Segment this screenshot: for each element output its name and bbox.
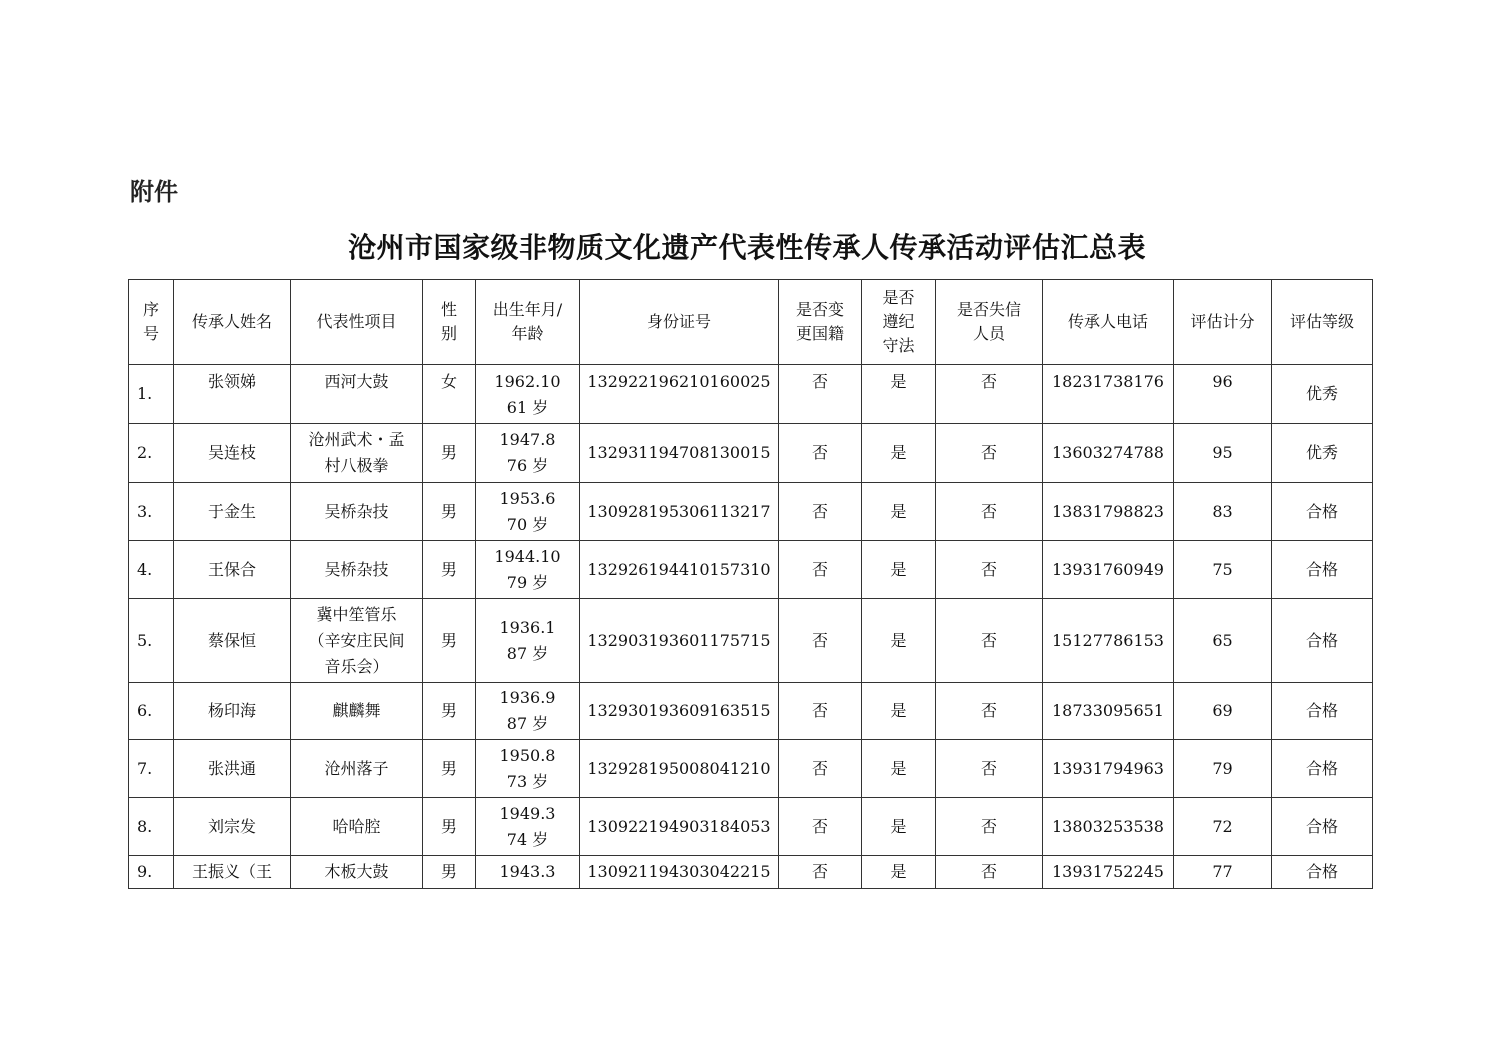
header-name: 传承人姓名 — [174, 280, 291, 365]
cell-phone: 13831798823 — [1043, 483, 1174, 541]
cell-name: 刘宗发 — [174, 798, 291, 856]
header-grade: 评估等级 — [1272, 280, 1373, 365]
header-gender: 性 别 — [423, 280, 476, 365]
cell-nationality: 否 — [779, 483, 862, 541]
cell-nationality: 否 — [779, 740, 862, 798]
cell-id-number: 132930193609163515 — [580, 683, 779, 740]
cell-phone: 13803253538 — [1043, 798, 1174, 856]
cell-grade: 合格 — [1272, 856, 1373, 889]
table-row — [129, 683, 1373, 740]
cell-seq: 5. — [129, 599, 174, 683]
cell-phone: 13931752245 — [1043, 856, 1174, 889]
cell-grade: 合格 — [1272, 541, 1373, 599]
cell-birth: 1936.1 87 岁 — [476, 599, 580, 683]
cell-law: 是 — [862, 424, 936, 483]
cell-birth: 1949.3 74 岁 — [476, 798, 580, 856]
cell-score: 72 — [1174, 798, 1272, 856]
cell-dishonest: 否 — [936, 365, 1043, 424]
cell-name: 王振义（王 — [174, 856, 291, 889]
cell-score: 77 — [1174, 856, 1272, 889]
cell-seq: 2. — [129, 424, 174, 483]
cell-seq: 1. — [129, 365, 174, 424]
cell-dishonest: 否 — [936, 798, 1043, 856]
cell-seq: 8. — [129, 798, 174, 856]
cell-score: 75 — [1174, 541, 1272, 599]
cell-name: 杨印海 — [174, 683, 291, 740]
cell-dishonest: 否 — [936, 483, 1043, 541]
cell-law: 是 — [862, 683, 936, 740]
cell-seq: 6. — [129, 683, 174, 740]
table-row — [129, 365, 1373, 424]
cell-score: 83 — [1174, 483, 1272, 541]
cell-gender: 男 — [423, 856, 476, 889]
cell-seq: 9. — [129, 856, 174, 889]
cell-nationality: 否 — [779, 798, 862, 856]
cell-id-number: 130921194303042215 — [580, 856, 779, 889]
table-row — [129, 856, 1373, 889]
table-row — [129, 740, 1373, 798]
cell-name: 张洪通 — [174, 740, 291, 798]
cell-dishonest: 否 — [936, 541, 1043, 599]
cell-grade: 优秀 — [1272, 365, 1373, 424]
header-law: 是否 遵纪 守法 — [862, 280, 936, 365]
cell-nationality: 否 — [779, 541, 862, 599]
cell-project: 冀中笙管乐 （辛安庄民间 音乐会） — [291, 599, 423, 683]
cell-project: 麒麟舞 — [291, 683, 423, 740]
cell-grade: 合格 — [1272, 683, 1373, 740]
cell-phone: 13603274788 — [1043, 424, 1174, 483]
header-score: 评估计分 — [1174, 280, 1272, 365]
cell-id-number: 132903193601175715 — [580, 599, 779, 683]
cell-id-number: 132928195008041210 — [580, 740, 779, 798]
table-header-row — [129, 280, 1373, 365]
cell-gender: 男 — [423, 424, 476, 483]
cell-score: 96 — [1174, 365, 1272, 424]
cell-birth: 1943.3 — [476, 856, 580, 889]
cell-law: 是 — [862, 365, 936, 424]
cell-grade: 合格 — [1272, 798, 1373, 856]
cell-dishonest: 否 — [936, 599, 1043, 683]
header-phone: 传承人电话 — [1043, 280, 1174, 365]
cell-seq: 7. — [129, 740, 174, 798]
cell-grade: 合格 — [1272, 483, 1373, 541]
cell-grade: 合格 — [1272, 740, 1373, 798]
cell-gender: 男 — [423, 740, 476, 798]
cell-gender: 男 — [423, 483, 476, 541]
table-row — [129, 541, 1373, 599]
cell-name: 吴连枝 — [174, 424, 291, 483]
cell-nationality: 否 — [779, 683, 862, 740]
cell-project: 沧州武术・孟 村八极拳 — [291, 424, 423, 483]
cell-dishonest: 否 — [936, 683, 1043, 740]
cell-score: 69 — [1174, 683, 1272, 740]
cell-nationality: 否 — [779, 599, 862, 683]
cell-id-number: 132922196210160025 — [580, 365, 779, 424]
table-row — [129, 483, 1373, 541]
cell-phone: 13931794963 — [1043, 740, 1174, 798]
header-id-number: 身份证号 — [580, 280, 779, 365]
cell-id-number: 130922194903184053 — [580, 798, 779, 856]
cell-gender: 男 — [423, 599, 476, 683]
header-project: 代表性项目 — [291, 280, 423, 365]
cell-law: 是 — [862, 740, 936, 798]
cell-law: 是 — [862, 483, 936, 541]
cell-birth: 1962.10 61 岁 — [476, 365, 580, 424]
header-nationality: 是否变 更国籍 — [779, 280, 862, 365]
cell-law: 是 — [862, 599, 936, 683]
cell-name: 张领娣 — [174, 365, 291, 424]
cell-id-number: 130928195306113217 — [580, 483, 779, 541]
table-row — [129, 798, 1373, 856]
cell-birth: 1944.10 79 岁 — [476, 541, 580, 599]
cell-dishonest: 否 — [936, 856, 1043, 889]
cell-birth: 1936.9 87 岁 — [476, 683, 580, 740]
cell-name: 于金生 — [174, 483, 291, 541]
table-row — [129, 424, 1373, 483]
cell-gender: 女 — [423, 365, 476, 424]
cell-phone: 15127786153 — [1043, 599, 1174, 683]
header-birth: 出生年月/ 年龄 — [476, 280, 580, 365]
cell-project: 西河大鼓 — [291, 365, 423, 424]
cell-project: 吴桥杂技 — [291, 541, 423, 599]
cell-seq: 3. — [129, 483, 174, 541]
header-dishonest: 是否失信 人员 — [936, 280, 1043, 365]
cell-birth: 1950.8 73 岁 — [476, 740, 580, 798]
cell-nationality: 否 — [779, 365, 862, 424]
cell-project: 吴桥杂技 — [291, 483, 423, 541]
cell-law: 是 — [862, 541, 936, 599]
cell-seq: 4. — [129, 541, 174, 599]
cell-name: 蔡保恒 — [174, 599, 291, 683]
cell-project: 木板大鼓 — [291, 856, 423, 889]
attachment-label: 附件 — [130, 178, 178, 206]
cell-phone: 18733095651 — [1043, 683, 1174, 740]
assessment-table — [128, 279, 1373, 889]
cell-gender: 男 — [423, 683, 476, 740]
cell-dishonest: 否 — [936, 740, 1043, 798]
cell-nationality: 否 — [779, 424, 862, 483]
cell-gender: 男 — [423, 798, 476, 856]
cell-dishonest: 否 — [936, 424, 1043, 483]
cell-law: 是 — [862, 856, 936, 889]
cell-law: 是 — [862, 798, 936, 856]
cell-name: 王保合 — [174, 541, 291, 599]
cell-id-number: 132931194708130015 — [580, 424, 779, 483]
cell-score: 79 — [1174, 740, 1272, 798]
page-title: 沧州市国家级非物质文化遗产代表性传承人传承活动评估汇总表 — [347, 231, 1146, 264]
cell-phone: 18231738176 — [1043, 365, 1174, 424]
cell-project: 哈哈腔 — [291, 798, 423, 856]
cell-nationality: 否 — [779, 856, 862, 889]
cell-grade: 合格 — [1272, 599, 1373, 683]
cell-gender: 男 — [423, 541, 476, 599]
cell-birth: 1953.6 70 岁 — [476, 483, 580, 541]
header-seq: 序 号 — [129, 280, 174, 365]
cell-project: 沧州落子 — [291, 740, 423, 798]
cell-id-number: 132926194410157310 — [580, 541, 779, 599]
cell-phone: 13931760949 — [1043, 541, 1174, 599]
cell-grade: 优秀 — [1272, 424, 1373, 483]
table-row — [129, 599, 1373, 683]
cell-score: 65 — [1174, 599, 1272, 683]
cell-birth: 1947.8 76 岁 — [476, 424, 580, 483]
cell-score: 95 — [1174, 424, 1272, 483]
